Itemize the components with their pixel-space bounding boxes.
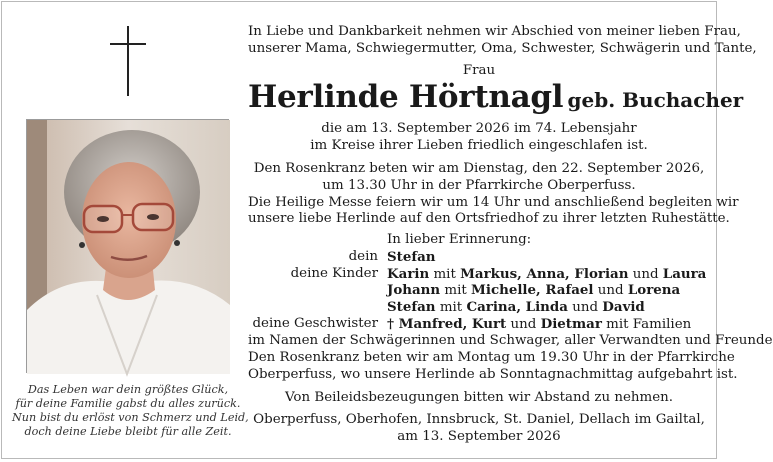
poem-line: Das Leben war dein größtes Glück, bbox=[27, 383, 229, 396]
rosary-line: Den Rosenkranz beten wir am Dienstag, den 22. September 2026, bbox=[253, 160, 705, 176]
children-line: Karin mit Markus, Anna, Florian und Laura bbox=[387, 265, 707, 282]
family-list bbox=[248, 232, 773, 350]
rosary-line: um 13.30 Uhr in der Pfarrkirche Oberperfuss. bbox=[322, 177, 636, 193]
salutation: Frau bbox=[462, 62, 496, 78]
place-line: Oberperfuss, Oberhofen, Innsbruck, St. Daniel, Dellach im Gailtal, bbox=[253, 412, 705, 428]
poem-line: für deine Familie gabst du alles zurück. bbox=[15, 397, 241, 410]
children-line: Johann mit Michelle, Rafael und Lorena bbox=[387, 282, 681, 299]
relation-label: dein bbox=[348, 248, 378, 264]
death-notice-line: im Kreise ihrer Lieben friedlich eingeschlafen ist. bbox=[310, 138, 648, 154]
children-line: Stefan mit Carina, Linda und David bbox=[387, 299, 645, 316]
announcement-text bbox=[248, 24, 757, 228]
deceased-name bbox=[248, 79, 744, 116]
portrait-photo bbox=[26, 119, 229, 373]
poem-line: Nun bist du erlöst von Schmerz und Leid, bbox=[12, 411, 249, 424]
mass-line: unsere liebe Herlinde auf den Ortsfriedhof zu ihrer letzten Ruhestätte. bbox=[248, 211, 730, 227]
condolence-note: Von Beileidsbezeugungen bitten wir Abstand zu nehmen. bbox=[284, 389, 674, 405]
rosary-line: Den Rosenkranz beten wir am Montag um 19.30 Uhr in der Pfarrkirche bbox=[248, 350, 735, 365]
date-line: am 13. September 2026 bbox=[397, 429, 561, 445]
mass-line: Die Heilige Messe feiern wir um 14 Uhr und anschließend begleiten wir bbox=[248, 194, 739, 210]
memorial-poem bbox=[12, 383, 249, 439]
intro-line: In Liebe und Dankbarkeit nehmen wir Abschied von meiner lieben Frau, bbox=[248, 24, 741, 39]
poem-line: doch deine Liebe bleibt für alle Zeit. bbox=[24, 425, 232, 438]
memory-heading: In lieber Erinnerung: bbox=[387, 232, 532, 247]
siblings-line: † Manfred, Kurt und Dietmar mit Familien bbox=[387, 315, 692, 332]
death-notice-line: die am 13. September 2026 im 74. Lebensjahr bbox=[321, 121, 637, 137]
closing-text bbox=[248, 350, 738, 446]
relation-label: deine Kinder bbox=[290, 265, 378, 281]
husband-name: Stefan bbox=[387, 248, 436, 265]
relation-label: deine Geschwister bbox=[252, 315, 378, 331]
cross-icon bbox=[110, 26, 146, 96]
others-line: im Namen der Schwägerinnen und Schwager, aller Verwandten und Freunde bbox=[248, 332, 773, 348]
intro-line: unserer Mama, Schwiegermutter, Oma, Schwester, Schwägerin und Tante, bbox=[248, 40, 757, 56]
rosary-line: Oberperfuss, wo unsere Herlinde ab Sonntagnachmittag aufgebahrt ist. bbox=[248, 366, 738, 382]
full-name: Herlinde Hörtnagl bbox=[248, 79, 564, 116]
maiden-name: geb. Buchacher bbox=[567, 88, 744, 113]
